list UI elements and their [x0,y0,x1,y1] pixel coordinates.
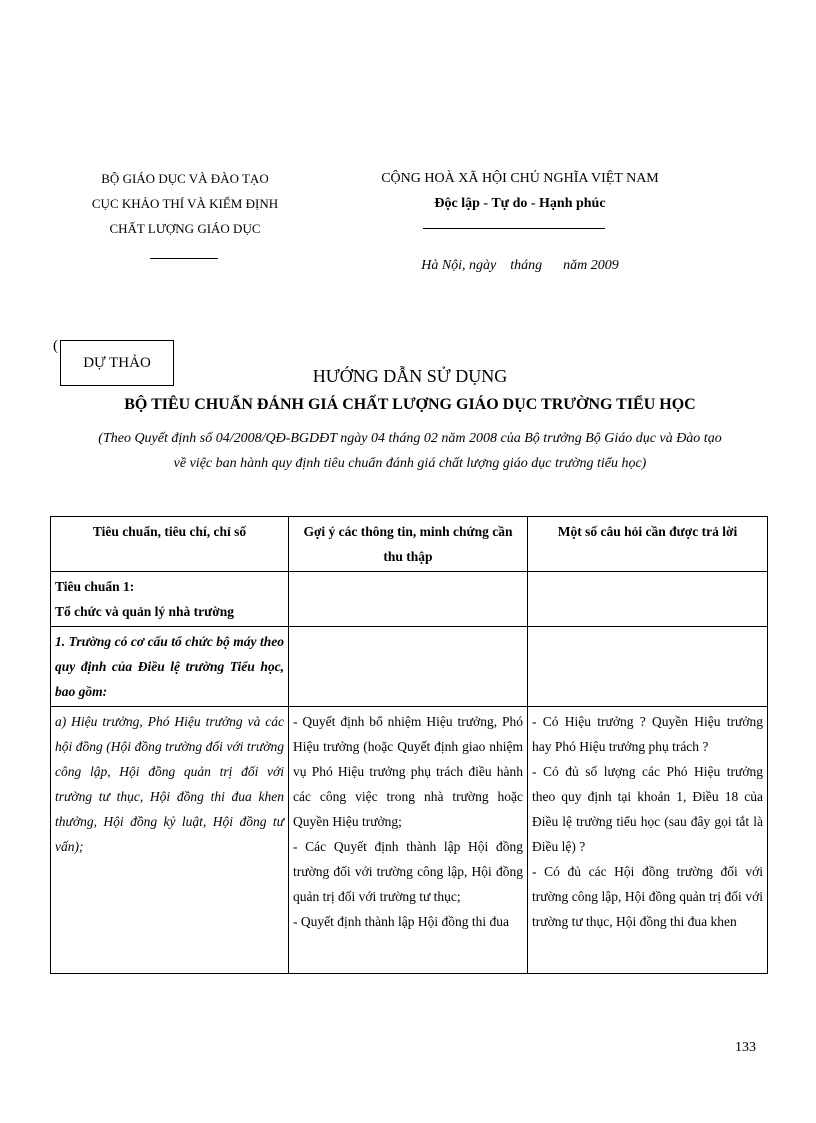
national-motto-line-1: CỘNG HOÀ XÃ HỘI CHỦ NGHĨA VIỆT NAM [381,171,659,186]
criterion-row [51,627,768,707]
draft-mark: ( [53,338,58,354]
document-title: HƯỚNG DẪN SỬ DỤNG [312,366,508,386]
reference-line-1: (Theo Quyết định số 04/2008/QĐ-BGDĐT ngày 04 tháng 02 năm 2008 của Bộ trưởng Bộ Giáo dục và Đào tạo [98,431,722,446]
national-header [365,166,675,216]
draft-label: DỰ THẢO [83,354,151,371]
evidence-item-3: - Quyết định thành lập Hội đồng thi đua [293,914,509,929]
reference-line-2: về việc ban hành quy định tiêu chuẩn đánh giá chất lượng giáo dục trường tiểu học) [173,456,647,471]
question-item-2: - Có đủ số lượng các Phó Hiệu trưởng theo quy định tại khoản 1, Điều 18 của Điều lệ trường tiểu học (sau đây gọi tắt là Điều lệ) ? [532,764,763,854]
criterion-cell: 1. Trường có cơ cấu tổ chức bộ máy theo quy định của Điều lệ trường Tiểu học, bao gồm: [51,627,289,707]
agency-header [70,166,300,241]
standard-title: Tiêu chuẩn 1: [55,579,135,594]
question-item-3: - Có đủ các Hội đồng trường đối với trường công lập, Hội đồng quản trị đối với trường tư thục, Hội đồng thi đua khen [532,864,763,929]
criterion-questions-cell [528,627,768,707]
page-number: 133 [735,1040,756,1055]
table-header-row [51,517,768,572]
motto-underline [423,228,605,229]
standard-evidence-cell [289,572,528,627]
item-cell: a) Hiệu trưởng, Phó Hiệu trưởng và các hội đồng (Hội đồng trường đối với trường công lập, Hội đồng quản trị đối với trường tư thục, Hội đồng thi đua khen thưởng, Hội đồng kỷ luật, Hội đồng tư vấn); [51,707,289,974]
evidence-item-2: - Các Quyết định thành lập Hội đồng trường đối với trường công lập, Hội đồng quản trị đối với trường tư thục; [293,839,523,904]
standard-cell [51,572,289,627]
header-evidence: Gợi ý các thông tin, minh chứng cần thu thập [289,517,528,572]
item-questions-cell [528,707,768,974]
guide-table [50,516,768,974]
header-questions: Một số câu hỏi cần được trả lời [528,517,768,572]
item-row [51,707,768,974]
item-evidence-cell [289,707,528,974]
standard-row [51,572,768,627]
header-standard: Tiêu chuẩn, tiêu chí, chỉ số [51,517,289,572]
document-date: Hà Nội, ngày tháng năm 2009 [421,258,619,273]
standard-name: Tổ chức và quản lý nhà trường [55,604,234,619]
document-subtitle: BỘ TIÊU CHUẨN ĐÁNH GIÁ CHẤT LƯỢNG GIÁO DỤC TRƯỜNG TIỂU HỌC [124,396,696,413]
agency-line-2: CỤC KHẢO THÍ VÀ KIỂM ĐỊNH [91,196,279,211]
evidence-item-1: - Quyết định bổ nhiệm Hiệu trưởng, Phó Hiệu trưởng (hoặc Quyết định giao nhiệm vụ Phó Hiệu trưởng phụ trách điều hành các công việc trong nhà trường hoặc Quyền Hiệu trưởng; [293,714,523,829]
agency-line-1: BỘ GIÁO DỤC VÀ ĐÀO TẠO [101,171,269,186]
national-motto-line-2: Độc lập - Tự do - Hạnh phúc [434,196,606,211]
document-reference [40,426,780,476]
agency-line-3: CHẤT LƯỢNG GIÁO DỤC [109,221,261,236]
question-item-1: - Có Hiệu trưởng ? Quyền Hiệu trưởng hay Phó Hiệu trưởng phụ trách ? [532,714,763,754]
agency-underline [150,258,218,259]
criterion-evidence-cell [289,627,528,707]
standard-questions-cell [528,572,768,627]
